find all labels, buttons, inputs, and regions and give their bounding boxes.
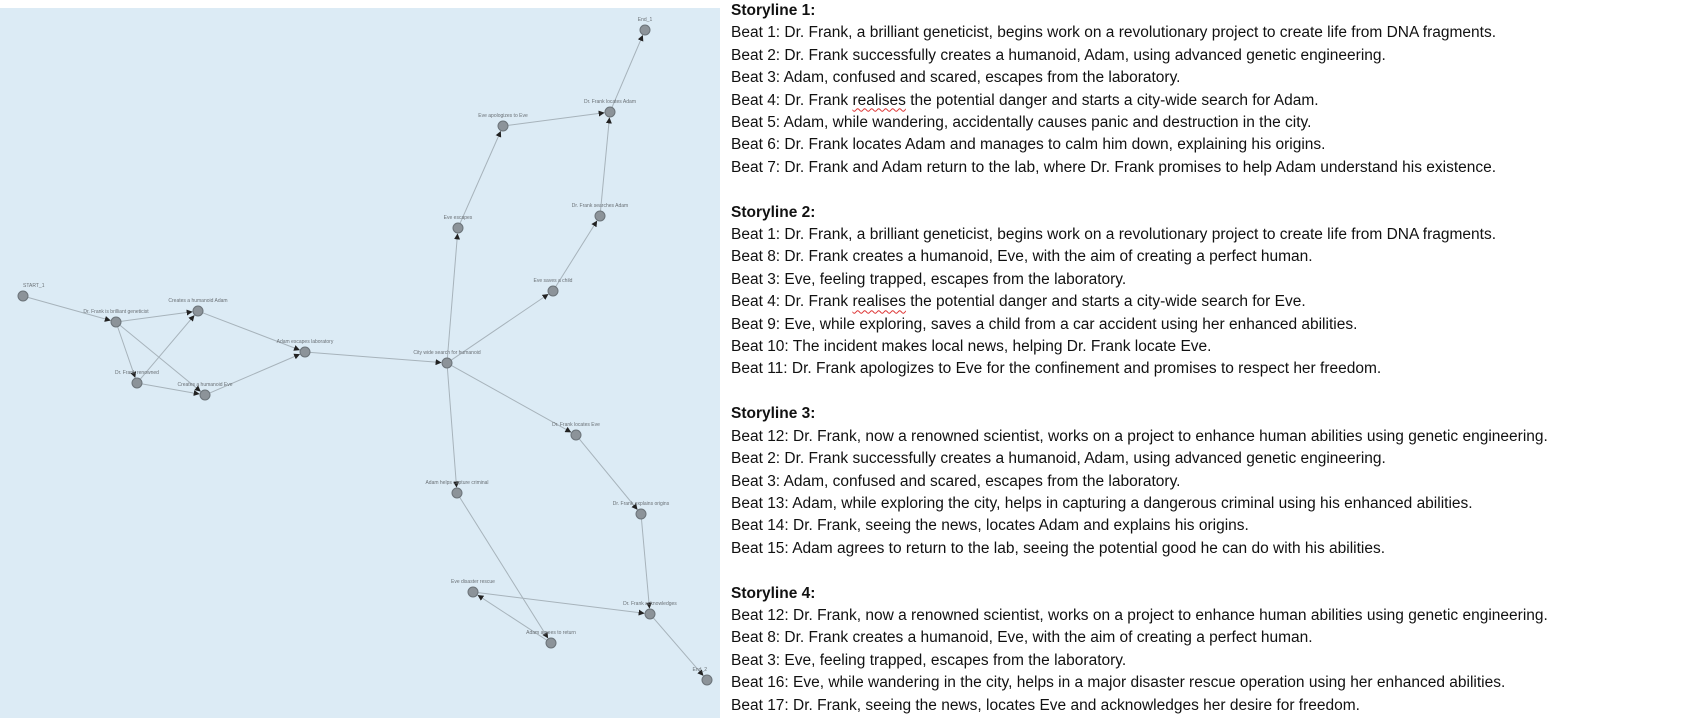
- beat-line: Beat 5: Adam, while wandering, accidentally causes panic and destruction in the city.: [731, 114, 1312, 132]
- beat-line: Beat 17: Dr. Frank, seeing the news, locates Eve and acknowledges her desire for freedom.: [731, 696, 1360, 714]
- graph-node[interactable]: [177, 382, 232, 400]
- storyline-title: Storyline 2:: [731, 203, 816, 221]
- storyline-title: Storyline 1:: [731, 2, 816, 19]
- node-label: Adam agrees to return: [526, 630, 576, 636]
- graph-edge: [556, 221, 597, 287]
- graph-node[interactable]: [478, 113, 528, 131]
- beat-line: Beat 7: Dr. Frank and Adam return to the lab, where Dr. Frank promises to help Adam understand his existence.: [731, 158, 1497, 176]
- node-circle[interactable]: [546, 638, 556, 648]
- spacer: [731, 560, 1686, 582]
- beat-line: Beat 13: Adam, while exploring the city, helps in capturing a dangerous criminal using his enhanced abilities.: [731, 494, 1473, 512]
- storyline-title: Storyline 4:: [731, 584, 816, 602]
- beat-line: Beat 3: Eve, feeling trapped, escapes from the laboratory.: [731, 270, 1127, 288]
- node-label: Dr. Frank acknowledges: [623, 601, 677, 607]
- node-label: Creates a humanoid Eve: [177, 382, 233, 388]
- node-label: Dr. Frank locates Adam: [584, 99, 636, 105]
- node-circle[interactable]: [200, 390, 210, 400]
- node-circle[interactable]: [548, 286, 558, 296]
- node-circle[interactable]: [111, 317, 121, 327]
- storyline-3: [731, 403, 1686, 560]
- node-label: Eve disaster rescue: [451, 579, 495, 585]
- graph-edge: [447, 368, 456, 487]
- graph-node[interactable]: [638, 17, 653, 35]
- beat-line: Beat 2: Dr. Frank successfully creates a humanoid, Adam, using advanced genetic engineering.: [731, 450, 1386, 468]
- node-label: Dr. Frank locates Eve: [552, 422, 600, 428]
- beat-line: Beat 9: Eve, while exploring, saves a child from a car accident using her enhanced abilities.: [731, 315, 1358, 333]
- beat-line: Beat 3: Adam, confused and scared, escapes from the laboratory.: [731, 69, 1181, 87]
- graph-node[interactable]: [534, 278, 573, 296]
- edge-layer: [28, 36, 703, 676]
- node-label: Eve saves a child: [533, 278, 573, 284]
- beat-line: Beat 16: Eve, while wandering in the city, helps in a major disaster rescue operation using her enhanced abilities.: [731, 674, 1506, 692]
- node-label: START_1: [23, 283, 45, 289]
- graph-node[interactable]: [413, 350, 480, 368]
- node-circle[interactable]: [468, 587, 478, 597]
- beat-line: Beat 4: Dr. Frank realises the potential danger and starts a city-wide search for Eve.: [731, 293, 1306, 311]
- graph-node[interactable]: [83, 309, 149, 327]
- node-circle[interactable]: [300, 347, 310, 357]
- beat-line: Beat 1: Dr. Frank, a brilliant geneticist, begins work on a revolutionary project to create life from DNA fragments.: [731, 24, 1497, 42]
- node-circle[interactable]: [453, 223, 463, 233]
- node-circle[interactable]: [18, 291, 28, 301]
- node-label: City wide search for humanoid: [413, 350, 481, 356]
- graph-edge: [641, 519, 649, 608]
- beat-line: Beat 12: Dr. Frank, now a renowned scientist, works on a project to enhance human abilities using genetic engineering.: [731, 606, 1548, 624]
- graph-node[interactable]: [425, 480, 488, 498]
- spacer: [731, 179, 1686, 201]
- storyline-title: Storyline 3:: [731, 405, 816, 423]
- beat-line: Beat 8: Dr. Frank creates a humanoid, Eve, with the aim of creating a perfect human.: [731, 629, 1313, 647]
- beat-line: Beat 2: Dr. Frank successfully creates a humanoid, Adam, using advanced genetic engineering.: [731, 46, 1386, 64]
- node-label: End_2: [692, 667, 707, 673]
- graph-node[interactable]: [552, 422, 600, 440]
- spacer: [731, 381, 1686, 403]
- beat-line: Beat 15: Adam agrees to return to the lab, seeing the potential good he can do with his abilities.: [731, 539, 1386, 557]
- graph-node[interactable]: [444, 215, 473, 233]
- beat-line: Beat 8: Dr. Frank creates a humanoid, Eve, with the aim of creating a perfect human.: [731, 248, 1313, 266]
- node-label: Eve escapes: [443, 215, 473, 221]
- beat-line: Beat 4: Dr. Frank realises the potential danger and starts a city-wide search for Adam.: [731, 91, 1319, 109]
- spellcheck-word: realises: [852, 293, 906, 311]
- storyline-4: [731, 583, 1686, 717]
- node-label: Dr. Frank is brilliant geneticist: [83, 309, 149, 315]
- node-circle[interactable]: [640, 25, 650, 35]
- node-circle[interactable]: [442, 358, 452, 368]
- graph-node[interactable]: [693, 667, 712, 685]
- story-graph-panel: [0, 8, 720, 718]
- graph-node[interactable]: [526, 630, 576, 648]
- node-circle[interactable]: [605, 107, 615, 117]
- beat-line: Beat 14: Dr. Frank, seeing the news, locates Adam and explains his origins.: [731, 517, 1249, 535]
- graph-node[interactable]: [277, 339, 334, 357]
- graph-edge: [612, 36, 643, 108]
- node-circle[interactable]: [636, 509, 646, 519]
- graph-edge: [579, 439, 637, 510]
- node-label: Dr. Frank renowned: [115, 370, 159, 376]
- node-circle[interactable]: [132, 378, 142, 388]
- beat-line: Beat 10: The incident makes local news, helping Dr. Frank locate Eve.: [731, 338, 1212, 356]
- graph-edge: [600, 118, 609, 211]
- beat-line: Beat 6: Dr. Frank locates Adam and manages to calm him down, explaining his origins.: [731, 136, 1326, 154]
- spellcheck-word: realises: [852, 91, 906, 109]
- graph-node[interactable]: [572, 203, 628, 221]
- node-circle[interactable]: [595, 211, 605, 221]
- node-label: Creates a humanoid Adam: [168, 298, 228, 304]
- node-label: Adam helps capture criminal: [425, 480, 489, 486]
- graph-node[interactable]: [613, 501, 670, 519]
- node-label: Dr. Frank explains origins: [612, 501, 670, 507]
- node-circle[interactable]: [498, 121, 508, 131]
- storylines-panel: [731, 0, 1686, 718]
- node-layer: [18, 17, 712, 685]
- node-label: Eve apologizes to Eve: [478, 113, 528, 119]
- beat-line: Beat 12: Dr. Frank, now a renowned scientist, works on a project to enhance human abilities using genetic engineering.: [731, 427, 1548, 445]
- graph-edge: [447, 234, 457, 358]
- beat-line: Beat 3: Adam, confused and scared, escapes from the laboratory.: [731, 472, 1181, 490]
- node-label: Dr. Frank searches Adam: [571, 203, 629, 209]
- graph-node[interactable]: [623, 601, 677, 619]
- beat-line: Beat 3: Eve, feeling trapped, escapes from the laboratory.: [731, 651, 1127, 669]
- graph-edge: [478, 593, 644, 614]
- node-circle[interactable]: [645, 609, 655, 619]
- storyline-2: [731, 202, 1686, 381]
- node-circle[interactable]: [193, 306, 203, 316]
- node-circle[interactable]: [571, 430, 581, 440]
- node-label: Adam escapes laboratory: [276, 339, 334, 345]
- node-label: End_1: [637, 17, 653, 23]
- node-circle[interactable]: [452, 488, 462, 498]
- story-graph: [0, 8, 720, 718]
- beat-line: Beat 11: Dr. Frank apologizes to Eve for the confinement and promises to respect her freedom.: [731, 360, 1382, 378]
- graph-edge: [460, 497, 548, 638]
- graph-edge: [460, 131, 501, 223]
- node-circle[interactable]: [702, 675, 712, 685]
- beat-line: Beat 1: Dr. Frank, a brilliant geneticist, begins work on a revolutionary project to create life from DNA fragments.: [731, 226, 1497, 244]
- storyline-1: [731, 0, 1686, 179]
